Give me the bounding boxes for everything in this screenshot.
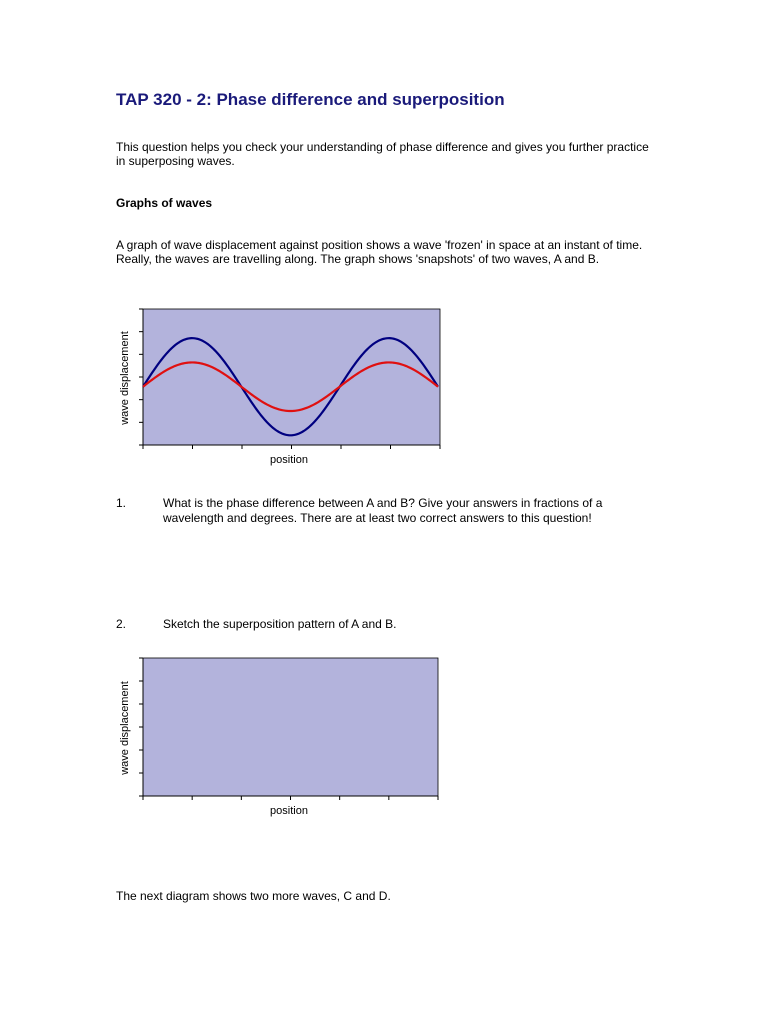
- section-heading: Graphs of waves: [116, 196, 213, 210]
- question-2-text: Sketch the superposition pattern of A and B.: [163, 617, 397, 631]
- intro-paragraph: This question helps you check your understanding of phase difference and gives you further practice in superposing waves.: [116, 140, 649, 168]
- graph-description: A graph of wave displacement against position shows a wave 'frozen' in space at an instant of time. Really, the waves are travelling along. The graph shows 'snapshots' of two waves, A and B.: [116, 238, 643, 266]
- sketch-plot-area: [143, 658, 438, 796]
- wave-graph-ab: [112, 306, 452, 466]
- y-axis-title: wave displacement: [119, 331, 131, 425]
- sketch-graph[interactable]: [112, 655, 452, 815]
- x-axis-title: position: [270, 805, 308, 817]
- x-axis-title: position: [270, 454, 308, 466]
- closing-paragraph: The next diagram shows two more waves, C and D.: [116, 889, 391, 903]
- page-title: TAP 320 - 2: Phase difference and superposition: [116, 90, 505, 109]
- question-2-number: 2.: [116, 617, 127, 631]
- y-axis-title: wave displacement: [119, 681, 131, 775]
- question-1-text: What is the phase difference between A and B? Give your answers in fractions of a wavelength and degrees. There are at least two correct answers to this question!: [163, 496, 603, 525]
- plot-area: [143, 309, 440, 445]
- question-1-number: 1.: [116, 496, 127, 510]
